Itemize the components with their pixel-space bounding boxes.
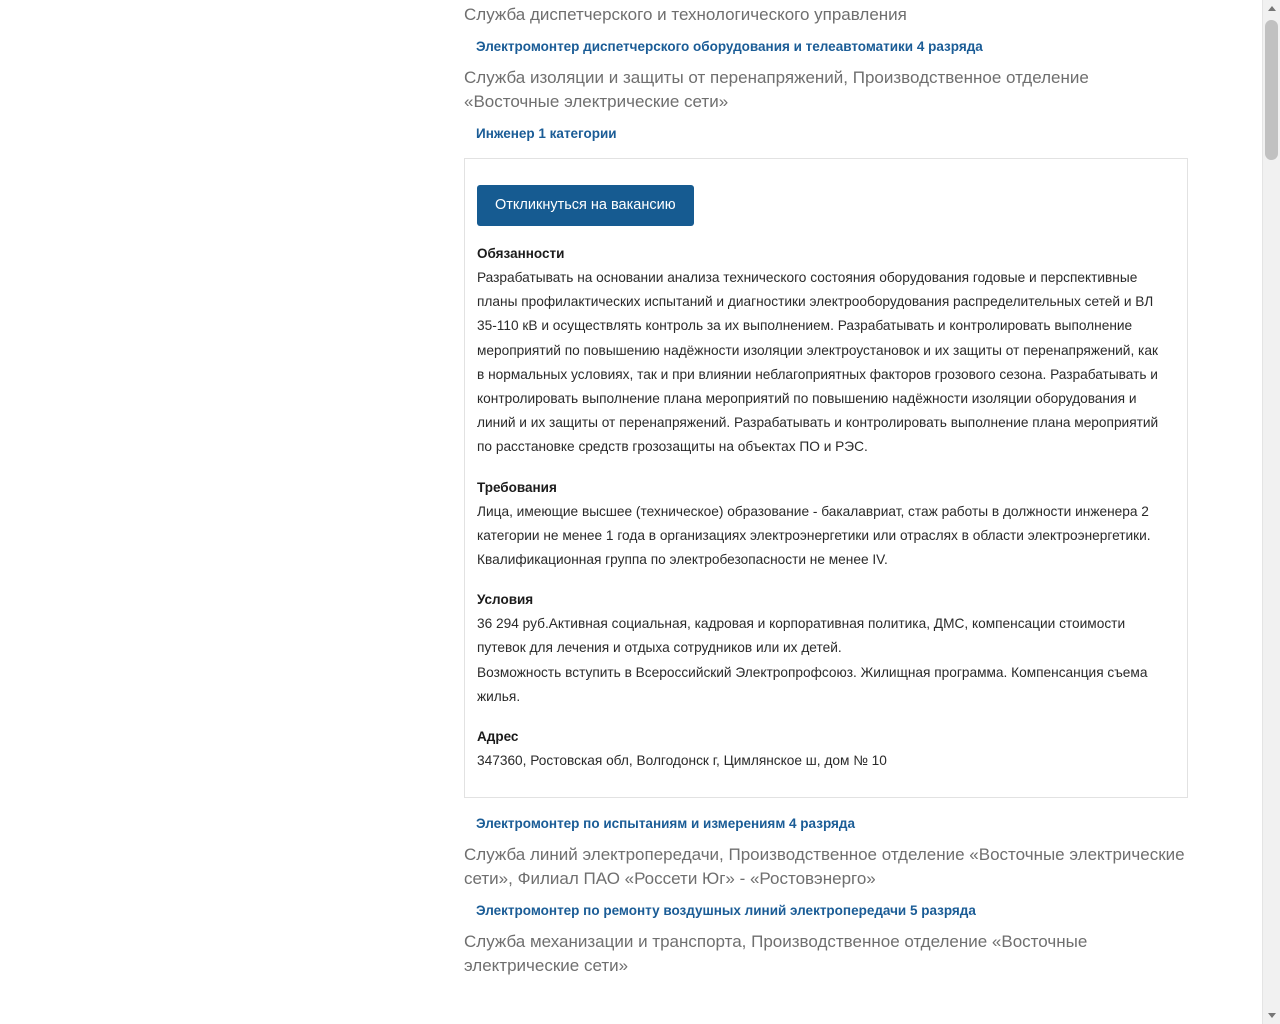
section-title-responsibilities: Обязанности	[477, 246, 565, 261]
section-text-conditions-1: 36 294 руб.Активная социальная, кадровая и корпоративная политика, ДМС, компенсации стоимости путевок для лечения и отдыха сотрудников или их детей.	[477, 616, 1126, 656]
scroll-up-arrow-icon[interactable]	[1263, 0, 1280, 17]
section-address	[477, 727, 1165, 773]
section-conditions	[477, 590, 1165, 709]
scrollbar-thumb[interactable]	[1265, 20, 1278, 160]
vacancy-details-card	[464, 158, 1188, 798]
vacancy-list-content	[464, 0, 1188, 982]
apply-button[interactable]: Откликнуться на вакансию	[477, 185, 694, 226]
department-title-power-lines: Служба линий электропередачи, Производственное отделение «Восточные электрические сети», Филиал ПАО «Россети Юг» - «Ростовэнерго»	[464, 845, 1185, 889]
section-title-requirements: Требования	[477, 479, 557, 495]
vacancy-link-overhead-lines-repair[interactable]: Электромонтер по ремонту воздушных линий электропередачи 5 разряда	[476, 903, 976, 919]
section-text-requirements: Лица, имеющие высшее (техническое) образование - бакалавриат, стаж работы в должности инженера 2 категории не менее 1 года в организациях электроэнергетики или отраслях в области электроэнергетики. Квалификационная группа по электробезопасности не менее IV.	[477, 503, 1151, 568]
section-title-address: Адрес	[477, 729, 519, 745]
triangle-down-icon	[1268, 1013, 1276, 1018]
department-title-mechanization: Служба механизации и транспорта, Производственное отделение «Восточные электрические сети»	[464, 932, 1088, 976]
scroll-down-arrow-icon[interactable]	[1263, 1007, 1280, 1024]
section-text-conditions-2: Возможность вступить в Всероссийский Электропрофсоюз. Жилищная программа. Компенсанция съема жилья.	[477, 664, 1148, 704]
page-scrollbar[interactable]	[1262, 0, 1280, 1024]
vacancy-link-tests-measurements[interactable]: Электромонтер по испытаниям и измерениям 4 разряда	[476, 816, 855, 832]
section-text-address: 347360, Ростовская обл, Волгодонск г, Цимлянское ш, дом № 10	[477, 753, 887, 769]
section-responsibilities	[477, 244, 1165, 460]
triangle-up-icon	[1268, 6, 1276, 11]
vacancy-link-engineer-cat1[interactable]: Инженер 1 категории	[476, 126, 617, 141]
vacancy-link-dispatch-electrician[interactable]: Электромонтер диспетчерского оборудования и телеавтоматики 4 разряда	[476, 39, 983, 54]
section-requirements	[477, 478, 1165, 573]
department-title-dispatch: Служба диспетчерского и технологического управления	[464, 5, 907, 24]
department-title-insulation: Служба изоляции и защиты от перенапряжений, Производственное отделение «Восточные электрические сети»	[464, 68, 1089, 111]
section-text-responsibilities: Разрабатывать на основании анализа технического состояния оборудования годовые и перспективные планы профилактических испытаний и диагностики электрооборудования распределительных сетей и ВЛ 35-110 кВ и осуществлять контроль за их выполнением. Разрабатывать и контролировать выполнение мероприятий по повышению надёжности изоляции электроустановок и их защиты от перенапряжений, как в нормальных условиях, так и при влиянии неблагоприятных факторов грозового сезона. Разрабатывать и контролировать выполнение плана мероприятий по повышению надёжности изоляции оборудования и линий и их защиты от перенапряжений. Разрабатывать и контролировать выполнение плана мероприятий по расстановке средств грозозащиты на объектах ПО и РЭС.	[477, 270, 1159, 455]
section-title-conditions: Условия	[477, 592, 534, 608]
